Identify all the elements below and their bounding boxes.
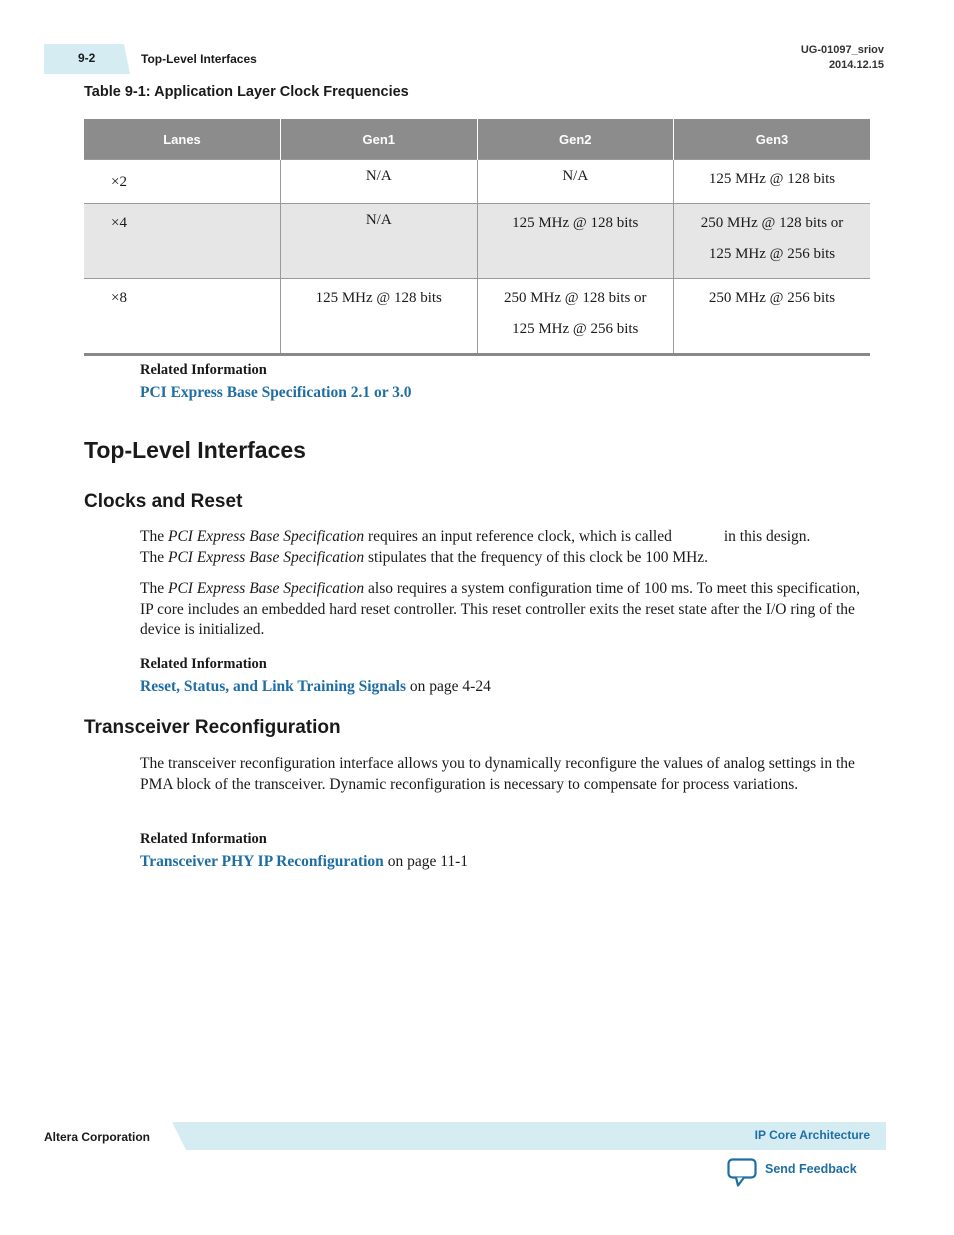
table-row — [84, 279, 870, 355]
transceiver-phy-link[interactable]: Transceiver PHY IP Reconfiguration — [140, 853, 384, 870]
text-run: stipulates that the frequency of this clock be 100 MHz. — [364, 548, 709, 566]
text-run: The — [140, 528, 168, 545]
table-cell-gen1: N/A — [281, 160, 478, 204]
table-caption: Table 9-1: Application Layer Clock Frequencies — [84, 84, 409, 100]
spec-name: PCI Express Base Specification — [167, 528, 365, 545]
column-header-gen2: Gen2 — [477, 119, 674, 160]
column-header-gen1: Gen1 — [281, 119, 478, 160]
cell-line: 125 MHz @ 256 bits — [708, 246, 836, 262]
transceiver-paragraph: The transceiver reconfiguration interface allows you to dynamically reconfigure the values of analog settings in the PMA block of the transceiver. Dynamic reconfiguration is necessary to compensate for process variations. — [140, 755, 855, 793]
table-cell-gen1: N/A — [281, 204, 478, 279]
text-run: The — [140, 580, 168, 597]
running-header-title: Top-Level Interfaces — [141, 52, 257, 66]
spec-name: PCI Express Base Specification — [167, 548, 365, 566]
table-cell-gen3: 250 MHz @ 256 bits — [674, 279, 871, 355]
page-reference: on page 11-1 — [383, 853, 469, 870]
cell-line: 250 MHz @ 128 bits or — [503, 290, 647, 306]
table-row — [84, 160, 870, 204]
table-cell-lanes: ×4 — [84, 204, 281, 279]
reset-status-link[interactable]: Reset, Status, and Link Training Signals — [140, 678, 407, 695]
related-link-line — [140, 853, 468, 871]
clocks-reset-heading: Clocks and Reset — [84, 491, 243, 512]
send-feedback-label: Send Feedback — [765, 1162, 857, 1176]
cell-line: 125 MHz @ 256 bits — [512, 321, 639, 337]
text-run: requires an input reference clock, which is called — [364, 528, 672, 545]
spec-name: PCI Express Base Specification — [167, 580, 365, 597]
transceiver-heading: Transceiver Reconfiguration — [84, 717, 341, 738]
related-link-line — [140, 384, 412, 402]
document-date: 2014.12.15 — [828, 59, 884, 71]
footer-section-link[interactable]: IP Core Architecture — [754, 1128, 870, 1142]
table-cell-gen3 — [674, 160, 871, 204]
table-cell-lanes: ×8 — [84, 279, 281, 355]
table-cell-gen3 — [674, 204, 871, 279]
table-cell-gen1: 125 MHz @ 128 bits — [281, 279, 478, 355]
section-title: Top-Level Interfaces — [84, 437, 306, 463]
table-cell-gen2: N/A — [477, 160, 674, 204]
column-header-lanes: Lanes — [84, 119, 281, 160]
related-information-label: Related Information — [140, 362, 267, 378]
speech-bubble-icon — [727, 1158, 759, 1188]
pcie-spec-link[interactable]: PCI Express Base Specification 2.1 or 3.0 — [140, 384, 412, 401]
table-cell-lanes: ×2 — [84, 160, 281, 204]
text-run: in this design. — [723, 528, 811, 545]
table-cell-gen2: 125 MHz @ 128 bits — [477, 204, 674, 279]
clocks-paragraph-1 — [140, 527, 872, 568]
related-information-label: Related Information — [140, 831, 267, 847]
clocks-paragraph-2 — [140, 579, 872, 641]
clock-frequency-table — [84, 119, 870, 356]
document-id — [801, 43, 884, 73]
page-number: 9-2 — [78, 51, 96, 65]
document-code: UG-01097_sriov — [800, 44, 884, 56]
related-information-label: Related Information — [140, 656, 267, 672]
cell-line: 125 MHz @ 128 bits — [708, 171, 836, 187]
cell-line: 250 MHz @ 128 bits or — [700, 215, 844, 231]
table-header-row — [84, 119, 870, 160]
footer-company: Altera Corporation — [44, 1130, 151, 1144]
text-run: also requires a system configuration time of 100 ms. To meet this specification, IP core includes an embedded hard reset controller. This reset controller exits the reset state after the I/O ring of the device is initialized. — [140, 580, 860, 638]
page-reference: on page 4-24 — [406, 678, 491, 695]
related-link-line — [140, 678, 491, 696]
text-run: The — [140, 548, 168, 566]
table-cell-gen2 — [477, 279, 674, 355]
table-row — [84, 204, 870, 279]
column-header-gen3: Gen3 — [674, 119, 871, 160]
